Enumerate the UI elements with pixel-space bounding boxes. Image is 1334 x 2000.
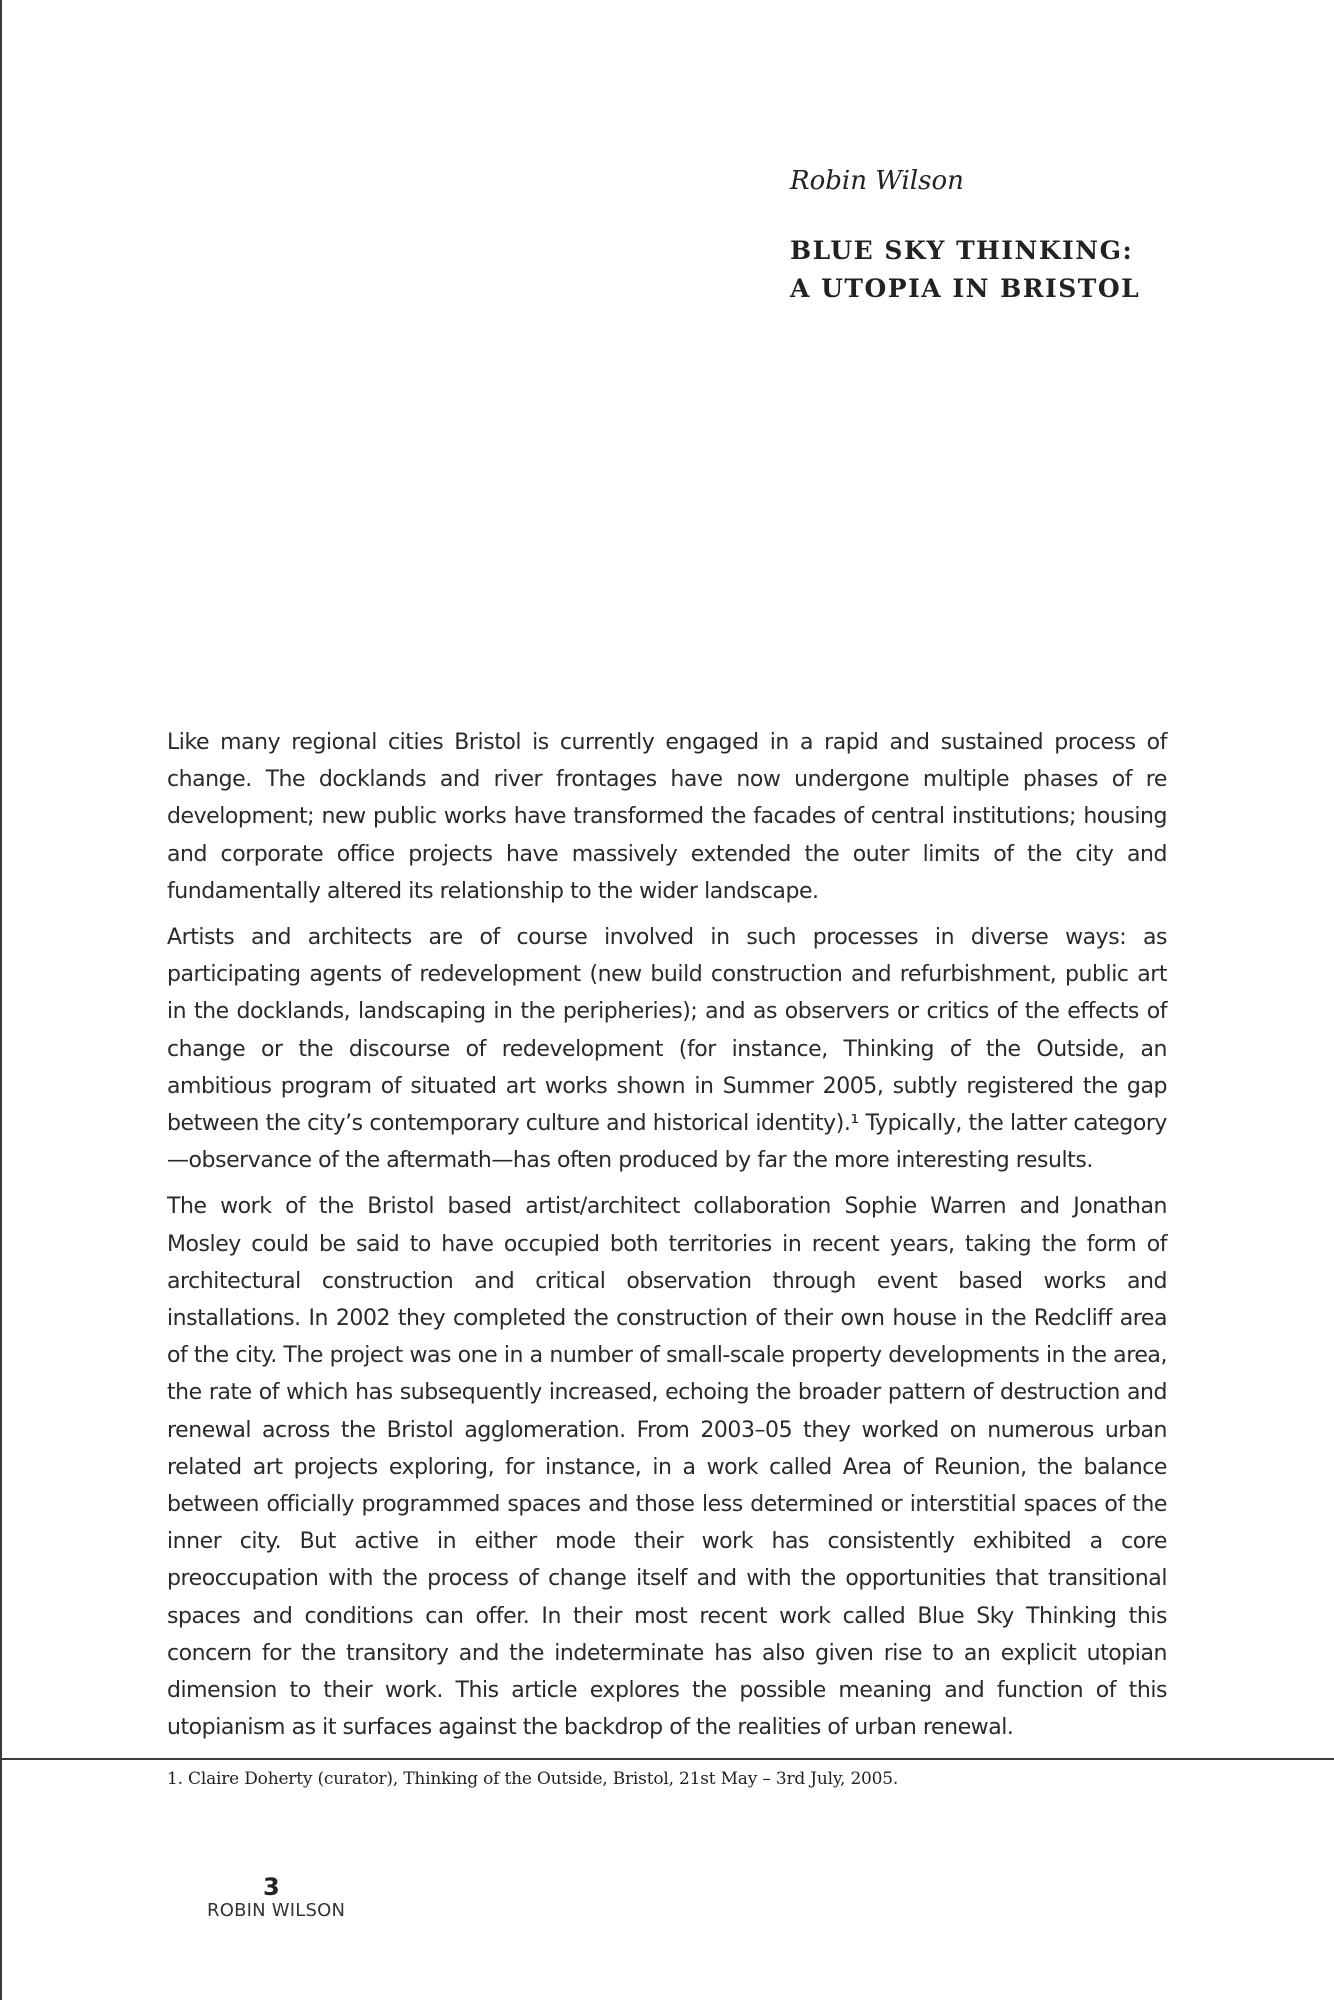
article-title-line-2: A UTOPIA IN BRISTOL <box>790 274 1141 303</box>
footnote: 1. Claire Doherty (curator), Thinking of the Outside, Bristol, 21st May – 3rd July, 2005. <box>167 1769 899 1789</box>
article-title-line-1: BLUE SKY THINKING: <box>790 236 1134 265</box>
body-paragraph: Artists and architects are of course involved in such processes in diverse ways: as participating agents of redevelopment (new build construction and refurbishment, public art in the docklands, landscaping in the peripheries); and as observers or critics of the effects of change or the discourse of redevelopment (for instance, Thinking of the Outside, an ambitious program of situated art works shown in Summer 2005, subtly registered the gap between the city’s contemporary culture and historical identity).¹ Typically, the latter category—observance of the aftermath—has often produced by far the more interesting results. <box>167 925 1167 1174</box>
body-paragraph: The work of the Bristol based artist/architect collaboration Sophie Warren and Jonathan Mosley could be said to have occupied both territories in recent years, taking the form of architectural construction and critical observation through event based works and installations. In 2002 they completed the construction of their own house in the Redcliff area of the city. The project was one in a number of small-scale property developments in the area, the rate of which has subsequently increased, echoing the broader pattern of destruction and renewal across the Bristol agglomeration. From 2003–05 they worked on numerous urban related art projects exploring, for instance, in a work called Area of Reunion, the balance between officially programmed spaces and those less determined or interstitial spaces of the inner city. But active in either mode their work has consistently exhibited a core preoccupation with the process of change itself and with the opportunities that transitional spaces and conditions can offer. In their most recent work called Blue Sky Thinking this concern for the transitory and the indeterminate has also given rise to an explicit utopian dimension to their work. This article explores the possible meaning and function of this utopianism as it surfaces against the backdrop of the realities of urban renewal. <box>167 1194 1167 1741</box>
body-paragraph: Like many regional cities Bristol is currently engaged in a rapid and sustained process of change. The docklands and river frontages have now undergone multiple phases of re development; new public works have transformed the facades of central institutions; housing and corporate office projects have massively extended the outer limits of the city and fundamentally altered its relationship to the wider landscape. <box>167 730 1167 904</box>
footnote-divider <box>0 1758 1334 1760</box>
page-number: 3 <box>263 1873 280 1901</box>
left-margin-rule <box>0 0 2 2000</box>
running-footer: ROBIN WILSON <box>207 1900 346 1921</box>
article-title <box>790 232 1140 308</box>
author-name: Robin Wilson <box>790 166 964 196</box>
article-body <box>167 724 1167 1755</box>
